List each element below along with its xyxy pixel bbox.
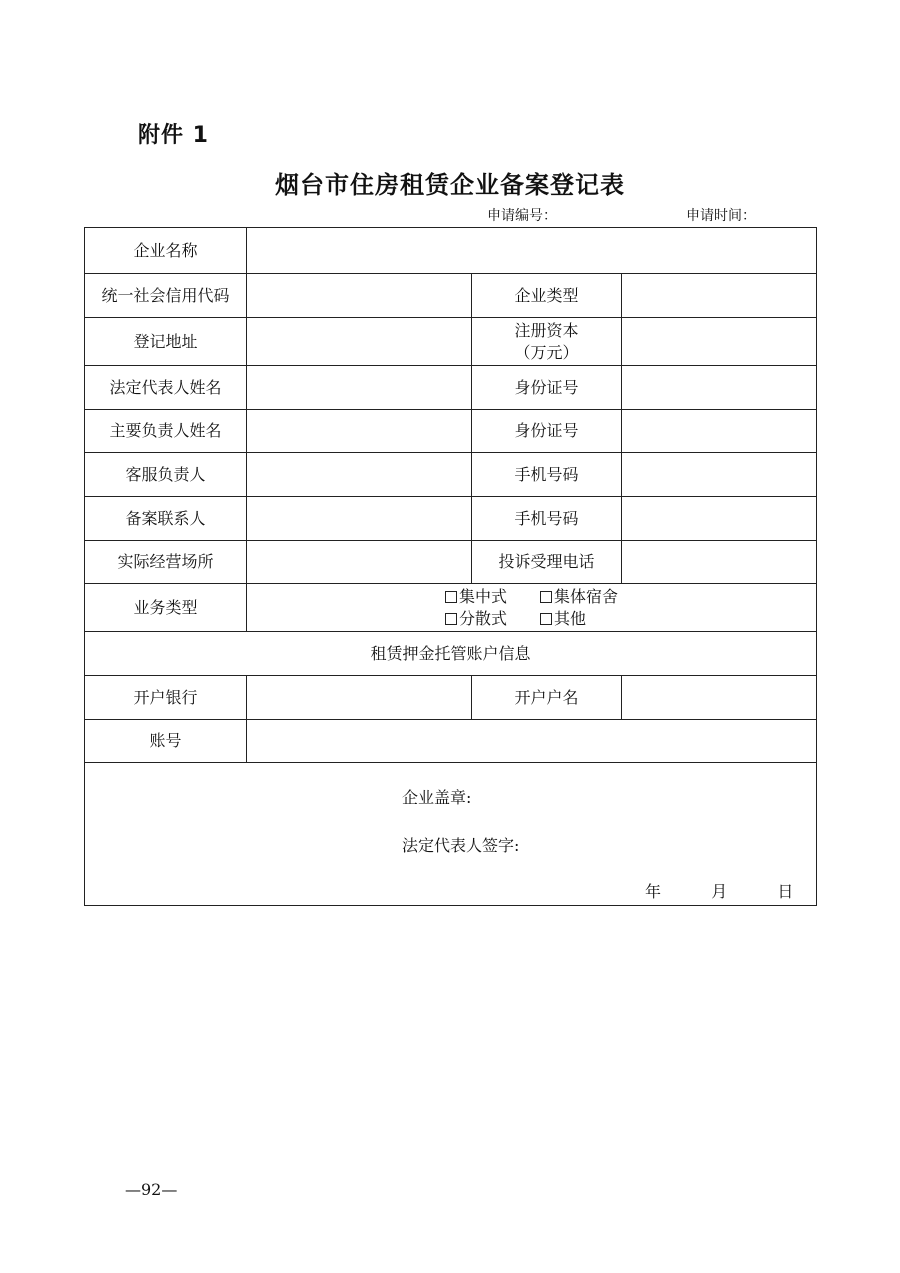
year-label: 年 — [645, 882, 662, 901]
account-number-field[interactable] — [247, 720, 817, 763]
business-premises-field[interactable] — [247, 541, 472, 584]
day-label: 日 — [777, 882, 794, 901]
checkbox-icon[interactable] — [445, 591, 457, 603]
filing-contact-label: 备案联系人 — [85, 497, 247, 541]
registration-table — [84, 227, 817, 906]
account-name-label: 开户户名 — [472, 676, 622, 720]
form-title: 烟台市住房租赁企业备案登记表 — [275, 171, 625, 199]
option-dormitory[interactable] — [540, 586, 618, 608]
mobile-label: 手机号码 — [472, 453, 622, 497]
bank-label: 开户银行 — [85, 676, 247, 720]
service-head-label: 客服负责人 — [85, 453, 247, 497]
legal-rep-name-label: 法定代表人姓名 — [85, 366, 247, 410]
id-number-label: 身份证号 — [472, 410, 622, 453]
options-row-1 — [247, 586, 816, 608]
id-number-label: 身份证号 — [472, 366, 622, 410]
legal-rep-id-field[interactable] — [622, 366, 817, 410]
option-other[interactable] — [540, 608, 618, 630]
complaint-phone-field[interactable] — [622, 541, 817, 584]
complaint-phone-label: 投诉受理电话 — [472, 541, 622, 584]
principal-name-field[interactable] — [247, 410, 472, 453]
registered-address-label: 登记地址 — [85, 318, 247, 366]
account-number-label: 账号 — [85, 720, 247, 763]
filing-contact-field[interactable] — [247, 497, 472, 541]
service-head-field[interactable] — [247, 453, 472, 497]
options-row-2 — [247, 608, 816, 630]
option-dormitory-label: 集体宿舍 — [554, 586, 619, 606]
capital-unit-label: （万元） — [514, 342, 579, 362]
credit-code-field[interactable] — [247, 274, 472, 318]
company-type-field[interactable] — [622, 274, 817, 318]
escrow-section-heading: 租赁押金托管账户信息 — [85, 632, 817, 676]
page-number: —92— — [125, 1180, 178, 1199]
option-scattered[interactable] — [445, 608, 507, 630]
application-time-label: 申请时间： — [686, 208, 756, 224]
company-name-field[interactable] — [247, 228, 817, 274]
business-premises-label: 实际经营场所 — [85, 541, 247, 584]
filing-contact-mobile-field[interactable] — [622, 497, 817, 541]
legal-rep-name-field[interactable] — [247, 366, 472, 410]
principal-id-field[interactable] — [622, 410, 817, 453]
principal-name-label: 主要负责人姓名 — [85, 410, 247, 453]
company-seal-label: 企业盖章: — [402, 788, 472, 807]
service-head-mobile-field[interactable] — [622, 453, 817, 497]
company-type-label: 企业类型 — [472, 274, 622, 318]
registered-capital-label: 注册资本 — [514, 320, 579, 340]
company-name-label: 企业名称 — [85, 228, 247, 274]
account-name-field[interactable] — [622, 676, 817, 720]
bank-field[interactable] — [247, 676, 472, 720]
legal-rep-signature-label: 法定代表人签字: — [402, 836, 520, 855]
option-centralized-label: 集中式 — [458, 586, 507, 606]
checkbox-icon[interactable] — [445, 613, 457, 625]
application-number-label: 申请编号： — [487, 208, 557, 224]
month-label: 月 — [711, 882, 728, 901]
mobile-label: 手机号码 — [472, 497, 622, 541]
registered-capital-cell — [472, 318, 622, 366]
option-scattered-label: 分散式 — [458, 608, 507, 628]
registered-capital-field[interactable] — [622, 318, 817, 366]
checkbox-icon[interactable] — [540, 591, 552, 603]
registered-address-field[interactable] — [247, 318, 472, 366]
business-type-label: 业务类型 — [85, 584, 247, 632]
business-type-options — [247, 584, 817, 632]
option-centralized[interactable] — [445, 586, 507, 608]
option-other-label: 其他 — [554, 608, 587, 628]
signature-date — [645, 881, 793, 903]
credit-code-label: 统一社会信用代码 — [85, 274, 247, 318]
attachment-label: 附件 1 — [138, 123, 209, 148]
signature-section — [85, 763, 817, 906]
checkbox-icon[interactable] — [540, 613, 552, 625]
